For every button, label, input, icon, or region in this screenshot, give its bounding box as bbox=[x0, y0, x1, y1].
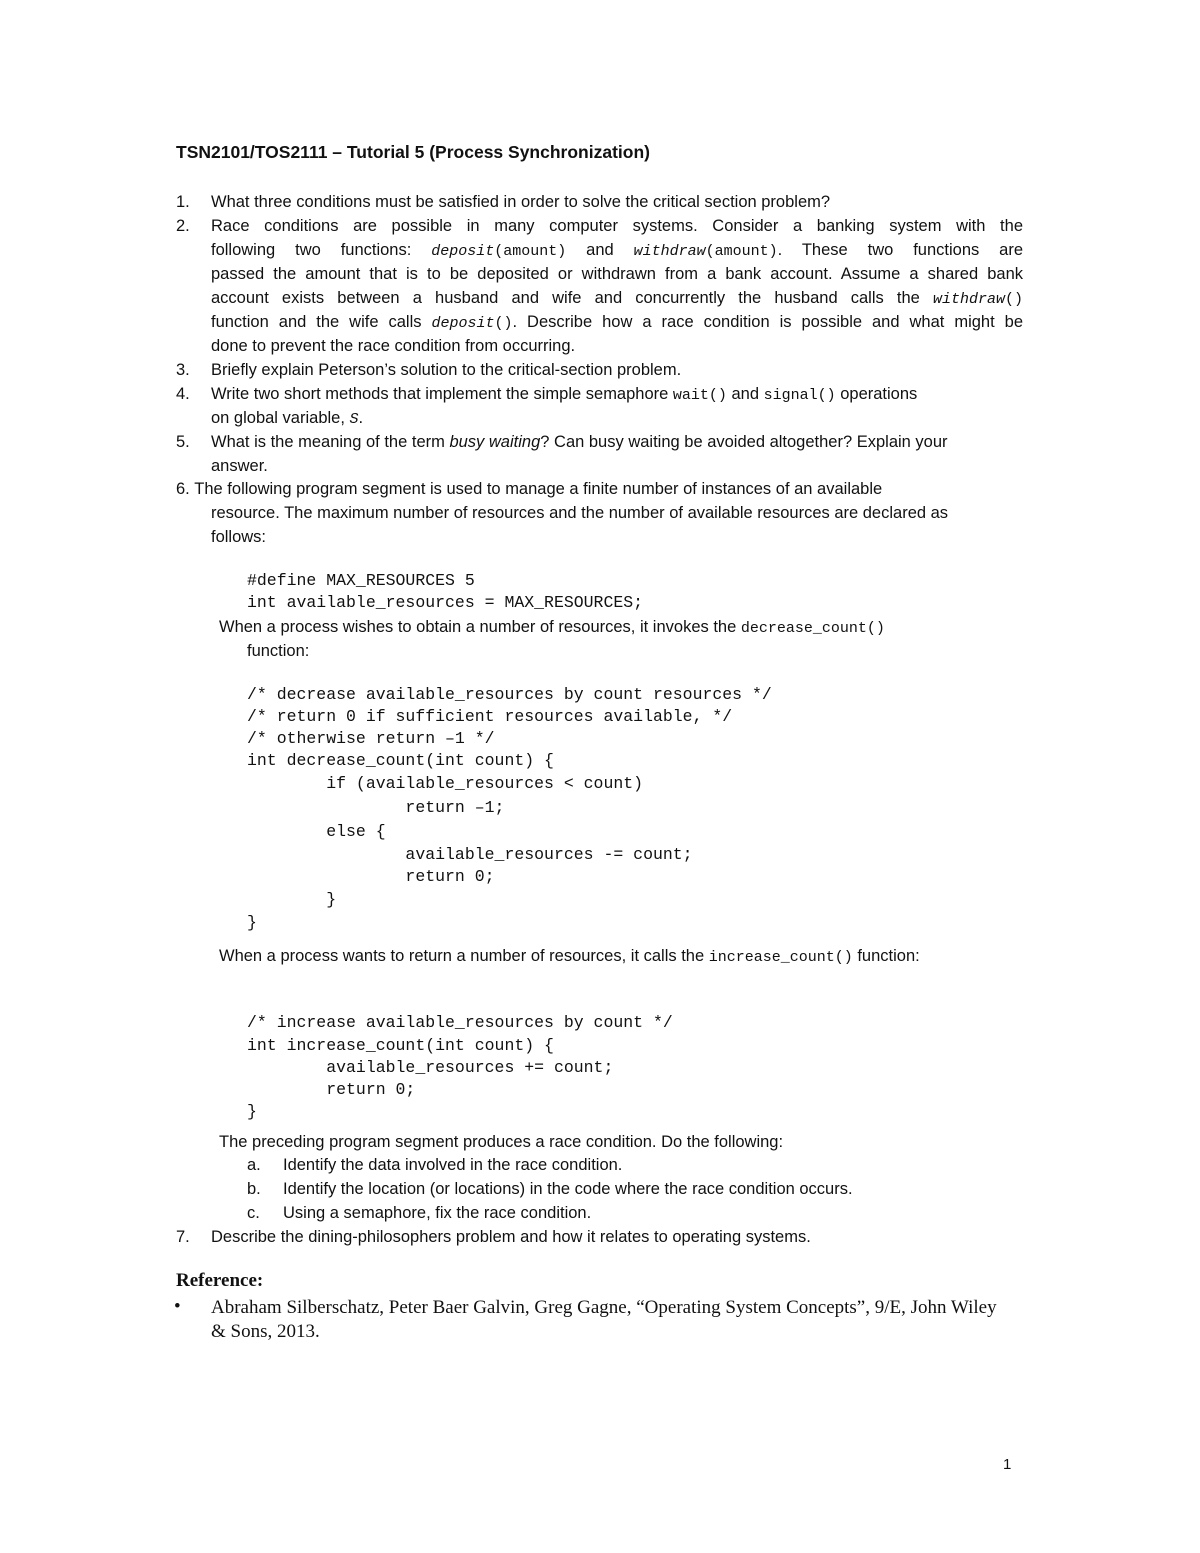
sub-item-b-text: Identify the location (or locations) in the code where the race condition occurs. bbox=[283, 1180, 853, 1198]
q4-text-c: on global variable, bbox=[211, 409, 350, 427]
code-block-3 bbox=[247, 989, 673, 1123]
code-line: return 0; bbox=[247, 867, 495, 886]
code-line: available_resources -= count; bbox=[247, 845, 693, 864]
q4-and: and bbox=[726, 385, 764, 403]
question-2-line-1: Race conditions are possible in many computer systems. Consider a banking system with the bbox=[211, 217, 1023, 235]
q6-p3-text-b: function: bbox=[852, 947, 920, 965]
code-block-2 bbox=[247, 662, 772, 934]
code-line: return –1; bbox=[247, 798, 505, 817]
code-line: int available_resources = MAX_RESOURCES; bbox=[247, 593, 644, 612]
withdraw-fn: withdraw bbox=[932, 291, 1005, 308]
code-line: return 0; bbox=[247, 1080, 416, 1099]
question-6-number: 6. bbox=[176, 480, 190, 498]
wait-fn: wait() bbox=[672, 387, 727, 404]
sub-item-a-label: a. bbox=[247, 1156, 261, 1174]
sub-item-b-label: b. bbox=[247, 1180, 261, 1198]
question-6-para-4: The preceding program segment produces a race condition. Do the following: bbox=[219, 1133, 784, 1151]
busy-waiting-term: busy waiting bbox=[449, 433, 541, 451]
question-6-line-2: resource. The maximum number of resources and the number of available resources are declared as bbox=[211, 504, 949, 522]
question-1-text: What three conditions must be satisfied in order to solve the critical section problem? bbox=[211, 193, 831, 211]
code-line: } bbox=[247, 1102, 257, 1121]
code-line: /* decrease available_resources by count resources */ bbox=[247, 685, 772, 704]
question-2-number: 2. bbox=[176, 217, 190, 235]
paren: () bbox=[1004, 291, 1023, 308]
q6-p2-text: When a process wishes to obtain a number of resources, it invokes the bbox=[219, 618, 741, 636]
sub-item-c-label: c. bbox=[247, 1204, 260, 1222]
question-2-line-4 bbox=[211, 286, 1023, 312]
code-line: available_resources += count; bbox=[247, 1058, 614, 1077]
q5-text-b: ? Can busy waiting be avoided altogether? Explain your bbox=[540, 433, 948, 451]
question-2-line-5 bbox=[211, 310, 1023, 336]
sub-item-c-text: Using a semaphore, fix the race condition. bbox=[283, 1204, 592, 1222]
question-7-text: Describe the dining-philosophers problem and how it relates to operating systems. bbox=[211, 1228, 811, 1246]
withdraw-fn: withdraw bbox=[633, 243, 706, 260]
code-line: } bbox=[247, 890, 337, 909]
question-6-line-3: follows: bbox=[211, 528, 267, 546]
q2-text-b: . These two functions are bbox=[777, 241, 1024, 259]
q6-p3-text-a: When a process wants to return a number of resources, it calls the bbox=[219, 947, 709, 965]
question-5-line-1 bbox=[211, 430, 948, 454]
decrease-count-fn: decrease_count() bbox=[740, 620, 885, 637]
q2-text-d: function and the wife calls bbox=[211, 313, 432, 331]
question-5-line-2: answer. bbox=[211, 457, 268, 475]
deposit-fn: deposit bbox=[431, 315, 495, 332]
question-4-number: 4. bbox=[176, 385, 190, 403]
paren: () bbox=[494, 315, 513, 332]
q2-and: and bbox=[566, 241, 634, 259]
question-2-line-2 bbox=[211, 238, 1023, 264]
page-number: 1 bbox=[1003, 1456, 1012, 1473]
reference-heading: Reference: bbox=[176, 1270, 264, 1291]
sub-item-a-text: Identify the data involved in the race condition. bbox=[283, 1156, 623, 1174]
increase-count-fn: increase_count() bbox=[708, 949, 853, 966]
q2-text-c: account exists between a husband and wife and concurrently the husband calls the bbox=[211, 289, 933, 307]
deposit-fn: deposit bbox=[431, 243, 495, 260]
question-7-number: 7. bbox=[176, 1228, 190, 1246]
q2-text-a: following two functions: bbox=[211, 241, 432, 259]
question-3-text: Briefly explain Peterson’s solution to the critical-section problem. bbox=[211, 361, 682, 379]
code-line: #define MAX_RESOURCES 5 bbox=[247, 571, 475, 590]
code-line: else { bbox=[247, 822, 386, 841]
signal-fn: signal() bbox=[763, 387, 836, 404]
code-line: int increase_count(int count) { bbox=[247, 1036, 554, 1055]
code-line: /* increase available_resources by count */ bbox=[247, 1013, 673, 1032]
q4-text-b: operations bbox=[835, 385, 918, 403]
reference-citation: Abraham Silberschatz, Peter Baer Galvin, Greg Gagne, “Operating System Concepts”, 9/E, John Wiley & Sons, 2013. bbox=[211, 1297, 997, 1342]
question-3-number: 3. bbox=[176, 361, 190, 379]
q4-period: . bbox=[358, 409, 364, 427]
question-6-para-2-cont: function: bbox=[247, 642, 310, 660]
code-line: if (available_resources < count) bbox=[247, 774, 644, 793]
question-4-line-2 bbox=[211, 406, 363, 432]
code-line: } bbox=[247, 913, 257, 932]
semaphore-var: S bbox=[349, 411, 359, 428]
code-line: int decrease_count(int count) { bbox=[247, 751, 554, 770]
question-6-para-2 bbox=[219, 615, 885, 641]
question-6-para-3 bbox=[219, 944, 920, 970]
question-2-line-6: done to prevent the race condition from occurring. bbox=[211, 337, 576, 355]
bullet-icon: • bbox=[174, 1296, 181, 1317]
q2-text-e: . Describe how a race condition is possible and what might be bbox=[512, 313, 1023, 331]
document-title: TSN2101/TOS2111 – Tutorial 5 (Process Synchronization) bbox=[176, 142, 650, 162]
amount-param: (amount) bbox=[494, 243, 567, 260]
code-block-1 bbox=[247, 548, 643, 614]
question-5-number: 5. bbox=[176, 433, 190, 451]
question-1-number: 1. bbox=[176, 193, 190, 211]
question-2-line-3: passed the amount that is to be deposited or withdrawn from a bank account. Assume a shared bank bbox=[211, 265, 1023, 283]
question-6-line-1: The following program segment is used to manage a finite number of instances of an available bbox=[190, 480, 883, 498]
amount-param: (amount) bbox=[705, 243, 778, 260]
q4-text-a: Write two short methods that implement the simple semaphore bbox=[211, 385, 673, 403]
q5-text-a: What is the meaning of the term bbox=[211, 433, 450, 451]
question-4-line-1 bbox=[211, 382, 917, 408]
code-line: /* return 0 if sufficient resources available, */ bbox=[247, 707, 733, 726]
code-line: /* otherwise return –1 */ bbox=[247, 729, 495, 748]
